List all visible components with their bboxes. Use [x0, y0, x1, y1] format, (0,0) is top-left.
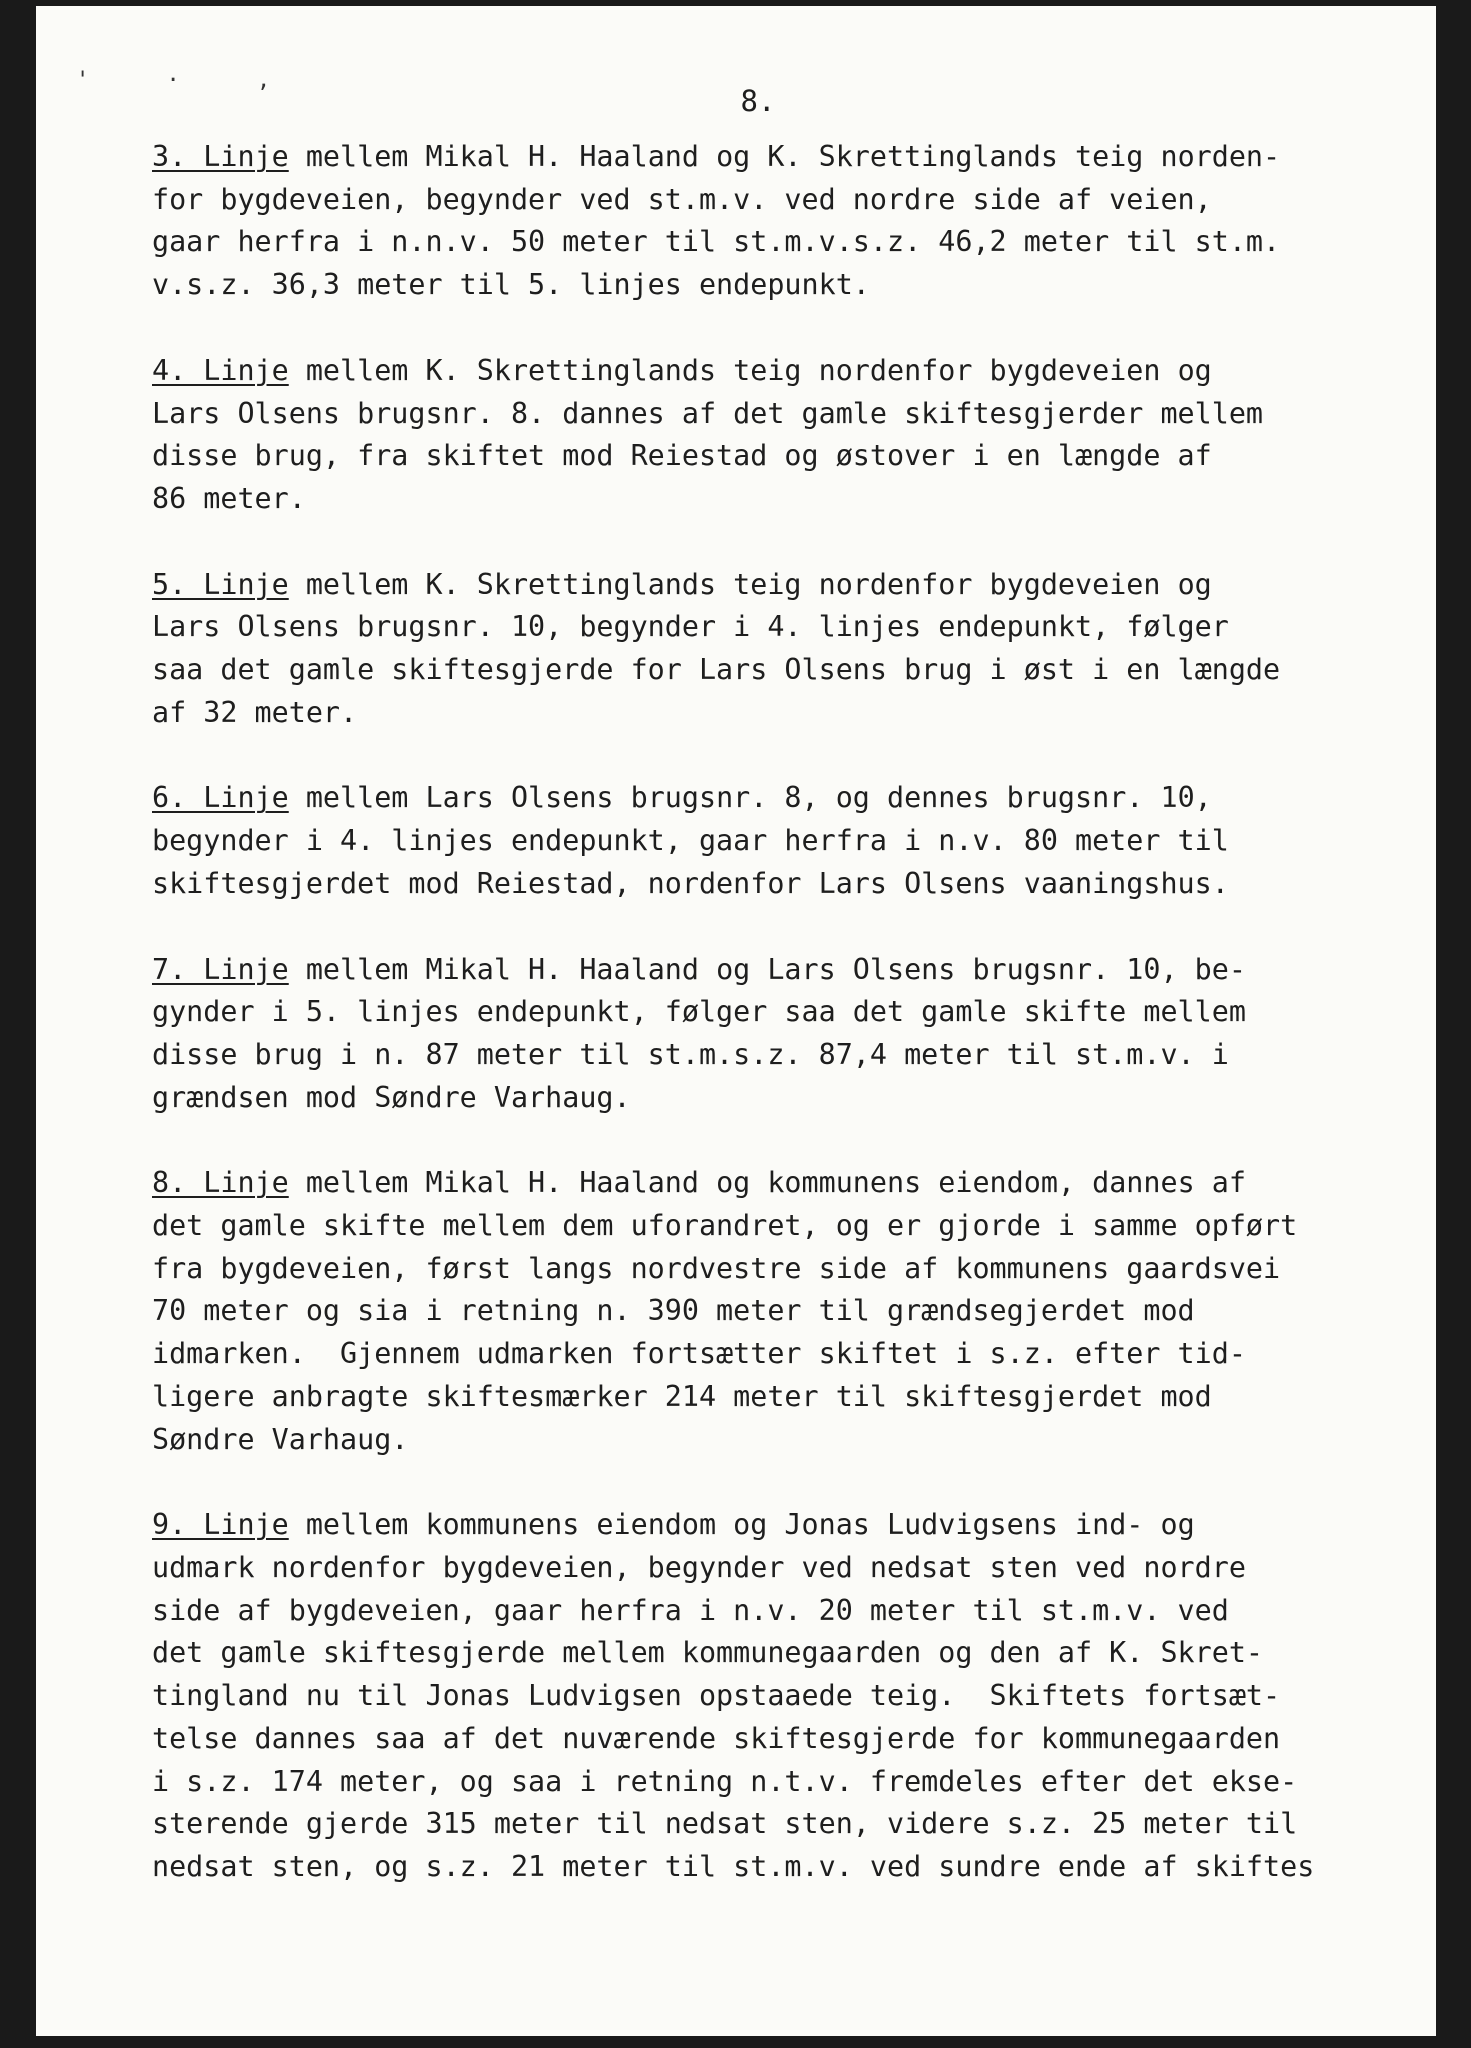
paragraph-text-line: udmark nordenfor bygdeveien, begynder ved nedsat sten ved nordre	[152, 1550, 1246, 1584]
paragraph-label: 7. Linje	[152, 952, 289, 986]
paragraph-label: 6. Linje	[152, 781, 289, 815]
paragraph-first-line	[152, 1162, 1382, 1205]
paragraph-first-line-text: mellem K. Skrettinglands teig nordenfor bygdeveien og	[288, 353, 1212, 387]
paragraph-line-5	[152, 564, 1382, 735]
paragraph-text-line: Lars Olsens brugsnr. 8. dannes af det gamle skiftesgjerder mellem	[152, 396, 1264, 430]
paragraph-text-line: det gamle skifte mellem dem uforandret, og er gjorde i samme opført	[152, 1209, 1298, 1243]
page-number: 8.	[740, 84, 776, 118]
paragraph-first-line-text: mellem K. Skrettinglands teig nordenfor bygdeveien og	[288, 567, 1212, 601]
paragraph-text-line: gynder i 5. linjes endepunkt, følger saa det gamle skifte mellem	[152, 995, 1246, 1029]
paragraph-line-3	[152, 136, 1382, 307]
paragraph-line-9	[152, 1504, 1382, 1888]
paragraph-text-line: disse brug, fra skiftet mod Reiestad og østover i en længde af	[152, 439, 1212, 473]
paragraph-text-line: fra bygdeveien, først langs nordvestre side af kommunens gaardsvei	[152, 1251, 1281, 1285]
paragraph-first-line-text: mellem Lars Olsens brugsnr. 8, og dennes brugsnr. 10,	[288, 781, 1212, 815]
paragraph-text-line: af 32 meter.	[152, 695, 358, 729]
paragraph-first-line-text: mellem kommunens eiendom og Jonas Ludvigsens ind- og	[288, 1508, 1195, 1542]
paragraph-text-line: side af bygdeveien, gaar herfra i n.v. 20 meter til st.m.v. ved	[152, 1593, 1229, 1627]
paragraph-text-line: v.s.z. 36,3 meter til 5. linjes endepunkt.	[152, 268, 870, 302]
paragraph-text-line: tingland nu til Jonas Ludvigsen opstaaede teig. Skiftets fortsæt-	[152, 1679, 1281, 1713]
paragraph-text-line: det gamle skiftesgjerde mellem kommunegaarden og den af K. Skret-	[152, 1636, 1264, 1670]
document-body	[152, 136, 1382, 1932]
paragraph-label: 8. Linje	[152, 1166, 289, 1200]
paragraph-label: 3. Linje	[152, 140, 289, 173]
paragraph-text-line: Lars Olsens brugsnr. 10, begynder i 4. linjes endepunkt, følger	[152, 610, 1229, 644]
stray-marks: ' · ,	[76, 68, 303, 93]
paragraph-text-line: disse brug i n. 87 meter til st.m.s.z. 87,4 meter til st.m.v. i	[152, 1037, 1229, 1071]
paragraph-first-line-text: mellem Mikal H. Haaland og kommunens eiendom, dannes af	[288, 1166, 1246, 1200]
paragraph-text-line: 86 meter.	[152, 481, 306, 515]
paragraph-text-line: sterende gjerde 315 meter til nedsat sten, videre s.z. 25 meter til	[152, 1807, 1298, 1841]
paragraph-label: 5. Linje	[152, 567, 289, 601]
paragraph-first-line-text: mellem Mikal H. Haaland og K. Skrettinglands teig norden-	[288, 140, 1281, 173]
paragraph-text-line: gaar herfra i n.n.v. 50 meter til st.m.v.s.z. 46,2 meter til st.m.	[152, 225, 1281, 259]
paragraph-first-line	[152, 777, 1382, 820]
paragraph-text-line: i s.z. 174 meter, og saa i retning n.t.v. fremdeles efter det ekse-	[152, 1764, 1298, 1798]
paragraph-text-line: Søndre Varhaug.	[152, 1422, 409, 1456]
paragraph-text-line: idmarken. Gjennem udmarken fortsætter skiftet i s.z. efter tid-	[152, 1337, 1246, 1371]
paragraph-text-line: for bygdeveien, begynder ved st.m.v. ved nordre side af veien,	[152, 182, 1212, 216]
paragraph-text-line: saa det gamle skiftesgjerde for Lars Olsens brug i øst i en længde	[152, 653, 1281, 687]
paragraph-first-line-text: mellem Mikal H. Haaland og Lars Olsens brugsnr. 10, be-	[288, 952, 1246, 986]
paragraph-text-line: grændsen mod Søndre Varhaug.	[152, 1080, 631, 1114]
paragraph-line-6	[152, 777, 1382, 905]
paragraph-label: 4. Linje	[152, 353, 289, 387]
paragraph-first-line	[152, 1504, 1382, 1547]
paragraph-text-line: telse dannes saa af det nuværende skiftesgjerde for kommunegaarden	[152, 1721, 1281, 1755]
paragraph-line-8	[152, 1162, 1382, 1461]
paragraph-first-line	[152, 564, 1382, 607]
paragraph-text-line: 70 meter og sia i retning n. 390 meter til grændsegjerdet mod	[152, 1294, 1195, 1328]
paragraph-line-7	[152, 949, 1382, 1120]
paragraph-line-4	[152, 350, 1382, 521]
paragraph-text-line: begynder i 4. linjes endepunkt, gaar herfra i n.v. 80 meter til	[152, 824, 1229, 858]
paragraph-text-line: skiftesgjerdet mod Reiestad, nordenfor Lars Olsens vaaningshus.	[152, 866, 1229, 900]
paragraph-label: 9. Linje	[152, 1508, 289, 1542]
paragraph-first-line	[152, 350, 1382, 393]
paragraph-text-line: nedsat sten, og s.z. 21 meter til st.m.v. ved sundre ende af skiftes	[152, 1849, 1315, 1883]
document-page	[36, 6, 1436, 2036]
paragraph-text-line: ligere anbragte skiftesmærker 214 meter til skiftesgjerdet mod	[152, 1379, 1212, 1413]
paragraph-first-line	[152, 136, 1382, 179]
paragraph-first-line	[152, 949, 1382, 992]
